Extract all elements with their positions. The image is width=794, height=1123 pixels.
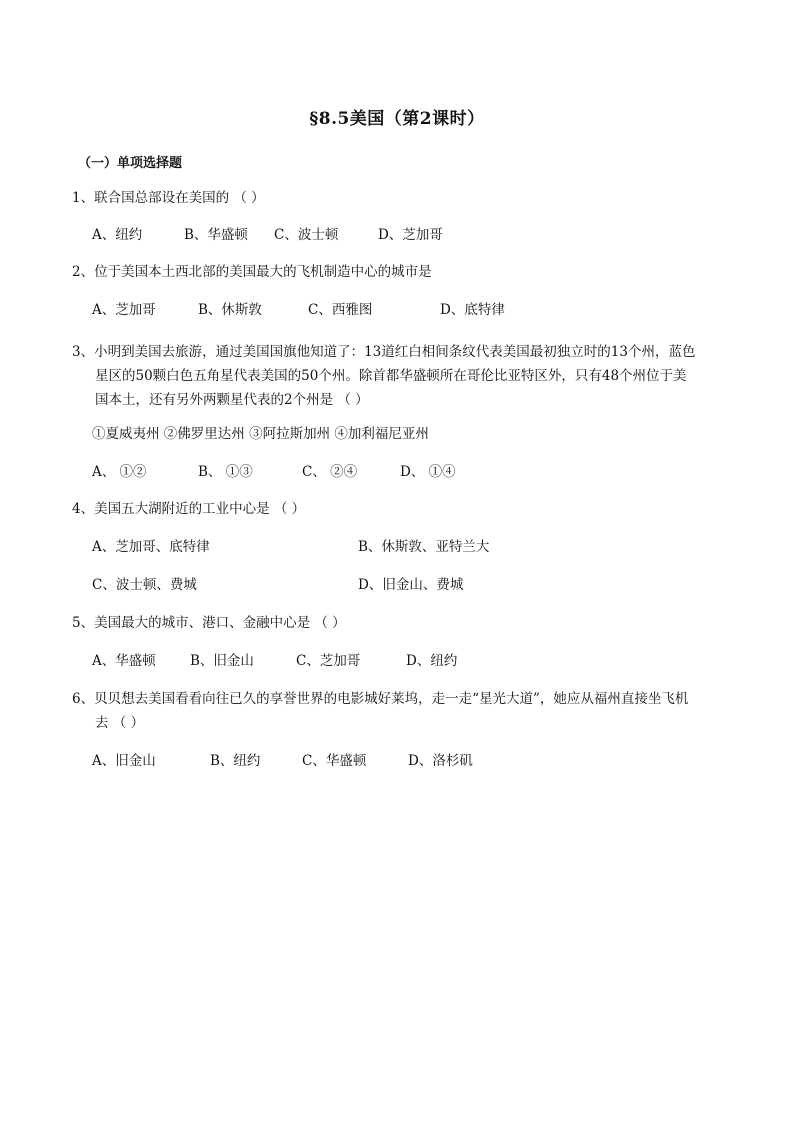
question-3-stem-line-2: 星区的50颗白色五角星代表美国的50个州。除首都华盛顿所在哥伦比亚特区外，只有48个州位于美 (95, 368, 687, 384)
question-3-stem-line-3: 国本土，还有另外两颗星代表的2个州是 （ ） (95, 392, 369, 408)
question-3-option-b: B、 ①③ (198, 464, 253, 480)
question-2-option-a: A、芝加哥 (92, 302, 156, 318)
question-1-option-c: C、波士顿 (274, 227, 339, 243)
question-4-option-c: C、波士顿、费城 (92, 577, 197, 593)
page-title: §8.5美国（第2课时） (309, 109, 485, 129)
question-5-option-b: B、旧金山 (190, 653, 254, 669)
question-2-stem: 2、位于美国本土西北部的美国最大的飞机制造中心的城市是 (72, 264, 432, 280)
question-6-option-c: C、华盛顿 (302, 753, 367, 769)
question-4-option-a: A、芝加哥、底特律 (92, 539, 210, 555)
question-5-option-d: D、纽约 (406, 653, 458, 669)
question-3-stem (72, 340, 722, 412)
section-heading: （一）单项选择题 (78, 156, 183, 171)
question-3-choices: ①夏威夷州 ②佛罗里达州 ③阿拉斯加州 ④加利福尼亚州 (92, 426, 429, 442)
question-1-option-b: B、华盛顿 (184, 227, 248, 243)
question-3-stem-line-1: 3、小明到美国去旅游，通过美国国旗他知道了：13道红白相间条纹代表美国最初独立时的13个州，蓝色 (72, 344, 696, 360)
question-4-option-d: D、旧金山、费城 (358, 577, 464, 593)
question-2-option-d: D、底特律 (440, 302, 505, 318)
question-6-option-d: D、洛杉矶 (408, 753, 473, 769)
question-6-stem (72, 687, 732, 735)
question-3-option-c: C、 ②④ (302, 464, 358, 480)
question-2-option-c: C、西雅图 (308, 302, 373, 318)
question-4-stem: 4、美国五大湖附近的工业中心是 （ ） (72, 501, 306, 517)
question-1-option-d: D、芝加哥 (378, 227, 443, 243)
question-1-option-a: A、纽约 (92, 227, 143, 243)
question-3-option-d: D、 ①④ (400, 464, 456, 480)
question-5-option-c: C、芝加哥 (296, 653, 361, 669)
question-2-option-b: B、休斯敦 (198, 302, 262, 318)
question-4-option-b: B、休斯敦、亚特兰大 (358, 539, 490, 555)
question-6-stem-line-2: 去 （ ） (95, 715, 145, 731)
question-3-option-a: A、 ①② (92, 464, 147, 480)
question-6-option-a: A、旧金山 (92, 753, 156, 769)
question-5-stem: 5、美国最大的城市、港口、金融中心是 （ ） (72, 615, 346, 631)
question-5-option-a: A、华盛顿 (92, 653, 156, 669)
question-1-stem: 1、联合国总部设在美国的 （ ） (72, 190, 265, 206)
question-6-option-b: B、纽约 (210, 753, 261, 769)
question-6-stem-line-1: 6、贝贝想去美国看看向往已久的享誉世界的电影城好莱坞，走一走“星光大道”，她应从福州直接坐飞机 (72, 691, 689, 707)
